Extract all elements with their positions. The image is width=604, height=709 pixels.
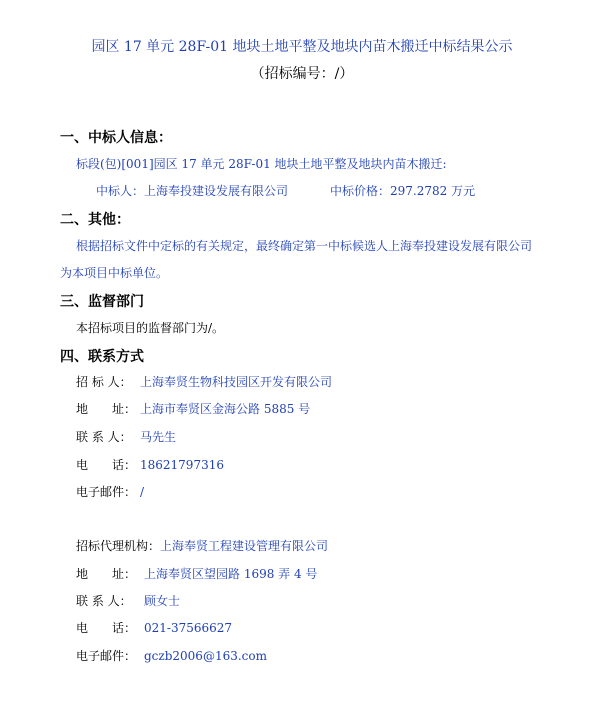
tenderer-email-row [76,483,144,500]
tenderer-phone-value: 18621797316 [140,458,224,472]
agency-name-label: 招标代理机构： [76,539,161,553]
tenderer-name-row [76,373,332,390]
winner-value: 上海奉投建设发展有限公司 [144,184,289,198]
agency-contact-row [76,592,180,609]
section-other-heading: 二、其他： [60,212,130,228]
tenderer-email-label: 电子邮件： [76,485,137,499]
agency-contact-value: 顾女士 [144,594,181,608]
page-title: 园区 17 单元 28F-01 地块土地平整及地块内苗木搬迁中标结果公示 [91,39,513,55]
agency-name-row [76,537,328,554]
agency-email-row [76,647,267,664]
supervision-text: 本招标项目的监督部门为/。 [76,321,225,335]
tenderer-contact-row [76,428,176,445]
tenderer-address-label: 地 址： [76,402,137,416]
agency-phone-value: 021-37566627 [144,621,233,635]
tenderer-name-label: 招 标 人： [76,375,132,389]
tenderer-phone-label: 电 话： [76,458,137,472]
winner-row [96,182,288,199]
agency-contact-label: 联 系 人： [76,594,132,608]
tender-number: （招标编号：/） [250,66,354,82]
tenderer-contact-value: 马先生 [140,430,177,444]
winner-label: 中标人： [96,184,145,198]
price-label: 中标价格： [330,184,391,198]
price-value: 297.2782 万元 [390,184,476,198]
tenderer-contact-label: 联 系 人： [76,430,132,444]
agency-address-value: 上海奉贤区望园路 1698 弄 4 号 [144,567,318,581]
agency-phone-row [76,619,232,636]
tenderer-email-value: / [140,485,145,499]
section-contact-heading: 四、联系方式 [60,349,144,365]
tenderer-address-row [76,400,310,417]
agency-phone-label: 电 话： [76,621,137,635]
agency-address-row [76,565,317,582]
price-row [330,182,475,199]
lot-description: 标段(包)[001]园区 17 单元 28F-01 地块土地平整及地块内苗木搬迁: [76,157,447,171]
agency-email-label: 电子邮件： [76,649,137,663]
agency-name-value: 上海奉贤工程建设管理有限公司 [160,539,329,553]
tenderer-name-value: 上海奉贤生物科技园区开发有限公司 [140,375,333,389]
other-text-line2: 为本项目中标单位。 [60,266,169,280]
agency-address-label: 地 址： [76,567,137,581]
tenderer-phone-row [76,456,224,473]
other-text-line1: 根据招标文件中定标的有关规定，最终确定第一中标候选人上海奉投建设发展有限公司 [76,239,533,253]
section-winner-heading: 一、中标人信息： [60,130,172,146]
tenderer-address-value: 上海市奉贤区金海公路 5885 号 [140,402,311,416]
agency-email-value[interactable]: gczb2006@163.com [144,649,267,663]
section-supervision-heading: 三、监督部门 [60,294,144,310]
